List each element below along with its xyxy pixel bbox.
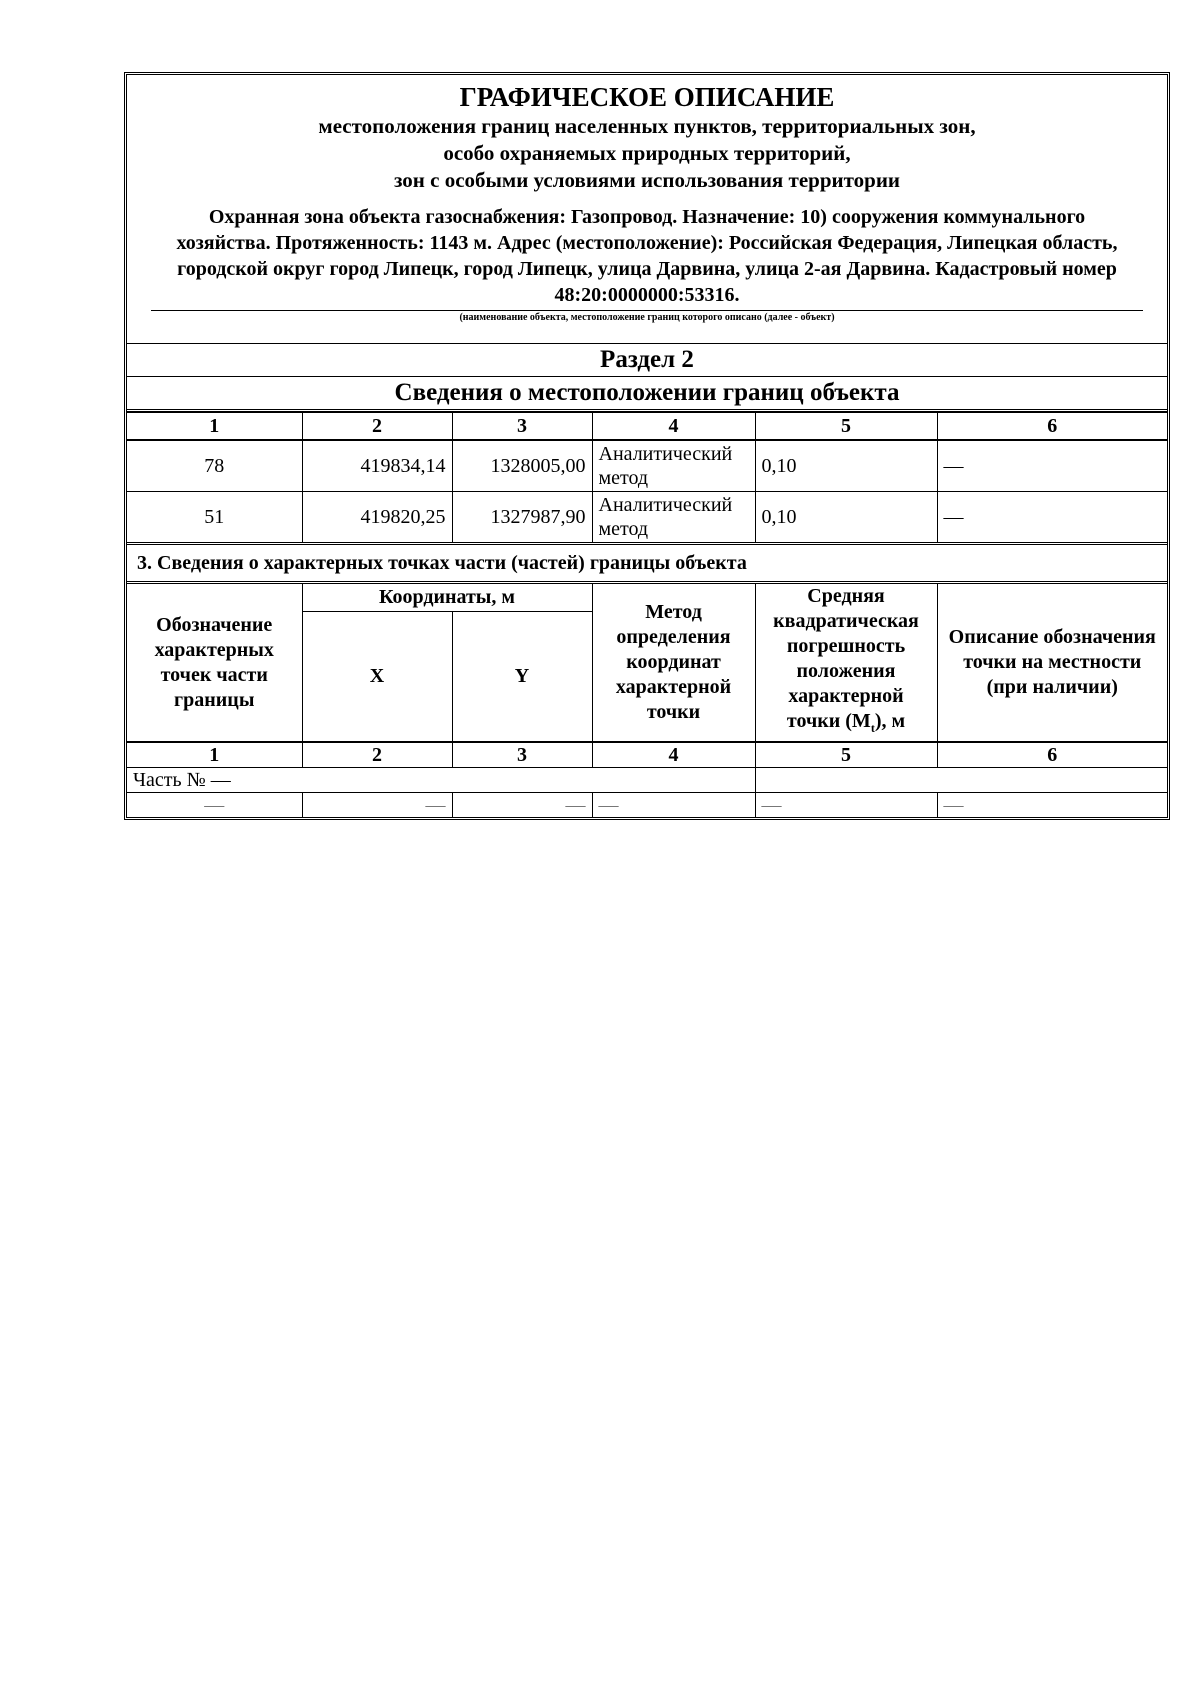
column-number: 3 bbox=[452, 413, 592, 441]
point-description: — bbox=[937, 492, 1167, 543]
header-method: Метод определения координат характерной точки bbox=[592, 584, 755, 742]
column-numbers-row bbox=[127, 742, 1167, 768]
column-number: 6 bbox=[937, 413, 1167, 441]
point-description: — bbox=[937, 440, 1167, 492]
error-value: 0,10 bbox=[755, 492, 937, 543]
object-note: (наименование объекта, местоположение границ которого описано (далее - объект) bbox=[459, 312, 835, 323]
column-number: 4 bbox=[592, 413, 755, 441]
table-row bbox=[127, 440, 1167, 492]
header-error bbox=[755, 584, 937, 742]
header-x: X bbox=[302, 612, 452, 742]
column-number: 2 bbox=[302, 742, 452, 768]
document-header bbox=[127, 75, 1167, 344]
boundary-points-table bbox=[127, 412, 1167, 542]
dash-cell: — bbox=[127, 793, 302, 818]
column-number: 5 bbox=[755, 742, 937, 768]
header-coordinates: Координаты, м bbox=[302, 584, 592, 612]
part-empty-cell bbox=[755, 768, 1167, 793]
method: Аналитический метод bbox=[592, 492, 755, 543]
dash-cell: — bbox=[937, 793, 1167, 818]
column-number: 5 bbox=[755, 413, 937, 441]
dash-cell: — bbox=[302, 793, 452, 818]
part-points-table bbox=[127, 584, 1167, 817]
header-description: Описание обозначения точки на местности (при наличии) bbox=[937, 584, 1167, 742]
point-id: 78 bbox=[127, 440, 302, 492]
table-row bbox=[127, 492, 1167, 543]
column-number: 2 bbox=[302, 413, 452, 441]
table-header-row bbox=[127, 413, 1167, 441]
column-number: 1 bbox=[127, 742, 302, 768]
coordinate-x: 419834,14 bbox=[302, 440, 452, 492]
coordinate-x: 419820,25 bbox=[302, 492, 452, 543]
method: Аналитический метод bbox=[592, 440, 755, 492]
table-header-row bbox=[127, 584, 1167, 612]
section-subtitle: Сведения о местоположении границ объекта bbox=[127, 377, 1167, 412]
section-title: Раздел 2 bbox=[127, 344, 1167, 377]
part-label: Часть № — bbox=[127, 768, 755, 793]
part-row bbox=[127, 768, 1167, 793]
header-designation: Обозначение характерных точек части границы bbox=[127, 584, 302, 742]
object-description: Охранная зона объекта газоснабжения: Газопровод. Назначение: 10) сооружения коммунального хозяйства. Протяженность: 1143 м. Адрес (местоположение): Российская Федерация, Липецкая область, городской округ город Липецк, город Липецк, улица Дарвина, улица 2-ая Дарвина. Кадастровый номер 48:20:0000000:53316. bbox=[176, 206, 1118, 306]
table-row bbox=[127, 793, 1167, 818]
error-value: 0,10 bbox=[755, 440, 937, 492]
dash-cell: — bbox=[592, 793, 755, 818]
coordinate-y: 1328005,00 bbox=[452, 440, 592, 492]
column-number: 6 bbox=[937, 742, 1167, 768]
dash-cell: — bbox=[755, 793, 937, 818]
section-3-title: 3. Сведения о характерных точках части (частей) границы объекта bbox=[127, 542, 1167, 584]
header-y: Y bbox=[452, 612, 592, 742]
column-number: 4 bbox=[592, 742, 755, 768]
coordinate-y: 1327987,90 bbox=[452, 492, 592, 543]
subtitle-line-2: особо охраняемых природных территорий, bbox=[443, 141, 851, 165]
dash-cell: — bbox=[452, 793, 592, 818]
header-error-text: Средняя квадратическая погрешность положения характерной точки (M bbox=[773, 585, 919, 732]
header-error-subscript: t bbox=[870, 721, 875, 735]
column-number: 3 bbox=[452, 742, 592, 768]
document-frame bbox=[124, 72, 1170, 820]
subtitle-line-1: местоположения границ населенных пунктов, территориальных зон, bbox=[318, 114, 976, 138]
header-error-unit: ), м bbox=[874, 710, 906, 732]
subtitle-line-3: зон с особыми условиями использования территории bbox=[393, 168, 901, 192]
column-number: 1 bbox=[127, 413, 302, 441]
point-id: 51 bbox=[127, 492, 302, 543]
document-title: ГРАФИЧЕСКОЕ ОПИСАНИЕ bbox=[459, 82, 835, 112]
